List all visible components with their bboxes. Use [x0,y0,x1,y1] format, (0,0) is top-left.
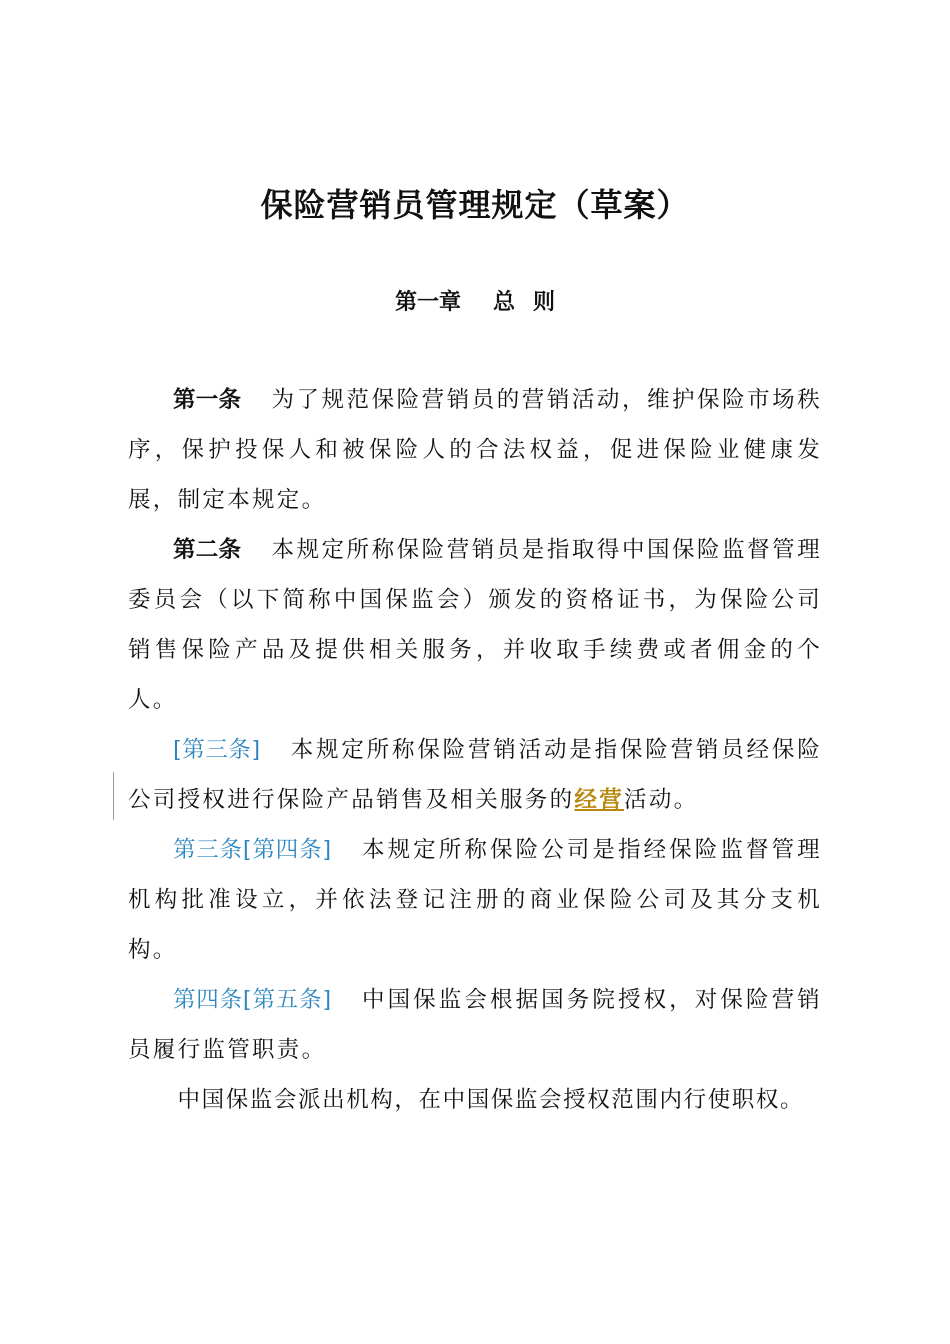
inserted-text: 经营 [574,787,625,813]
article-text: 为了规范保险营销员的营销活动，维护保险市场秩序，保护投保人和被保险人的合法权益，促进保险业健康发展，制定本规定。 [128,387,822,513]
article-5 [128,975,822,1075]
article-text: 本规定所称保险营销活动是指保险营销员经保险公司授权进行保险产品销售及相关服务的 [128,737,822,813]
new-article-label: 第三条 [173,837,243,863]
new-article-label: 第四条 [173,987,243,1013]
article-label: 第一条 [173,387,242,413]
chapter-name-part-2: 则 [533,290,556,315]
article-1 [128,375,822,525]
article-2 [128,525,822,725]
change-bar [113,772,114,820]
article-text: 中国保监会派出机构，在中国保监会授权范围内行使职权。 [177,1087,805,1113]
document-title: 保险营销员管理规定（草案） [260,186,690,224]
article-4 [128,825,822,975]
article-text-end: 活动。 [624,787,699,813]
article-5-paragraph-2 [128,1075,822,1125]
chapter-name-part-1: 总 [492,290,515,315]
chapter-number: 第一章 [394,290,461,315]
article-text: 本规定所称保险营销员是指取得中国保险监督管理委员会（以下简称中国保监会）颁发的资格证书，为保险公司销售保险产品及提供相关服务，并收取手续费或者佣金的个人。 [128,537,822,713]
article-text: 中国保监会根据国务院授权，对保险营销员履行监管职责。 [128,987,822,1063]
document-body [128,375,822,1125]
article-label: 第二条 [173,537,242,563]
article-text: 本规定所称保险公司是指经保险监督管理机构批准设立，并依法登记注册的商业保险公司及其分支机构。 [128,837,822,963]
deleted-article-label: [第三条] [173,737,261,763]
chapter-heading [0,285,950,316]
deleted-article-label: [第五条] [242,987,332,1013]
deleted-article-label: [第四条] [242,837,332,863]
article-3 [128,725,822,825]
